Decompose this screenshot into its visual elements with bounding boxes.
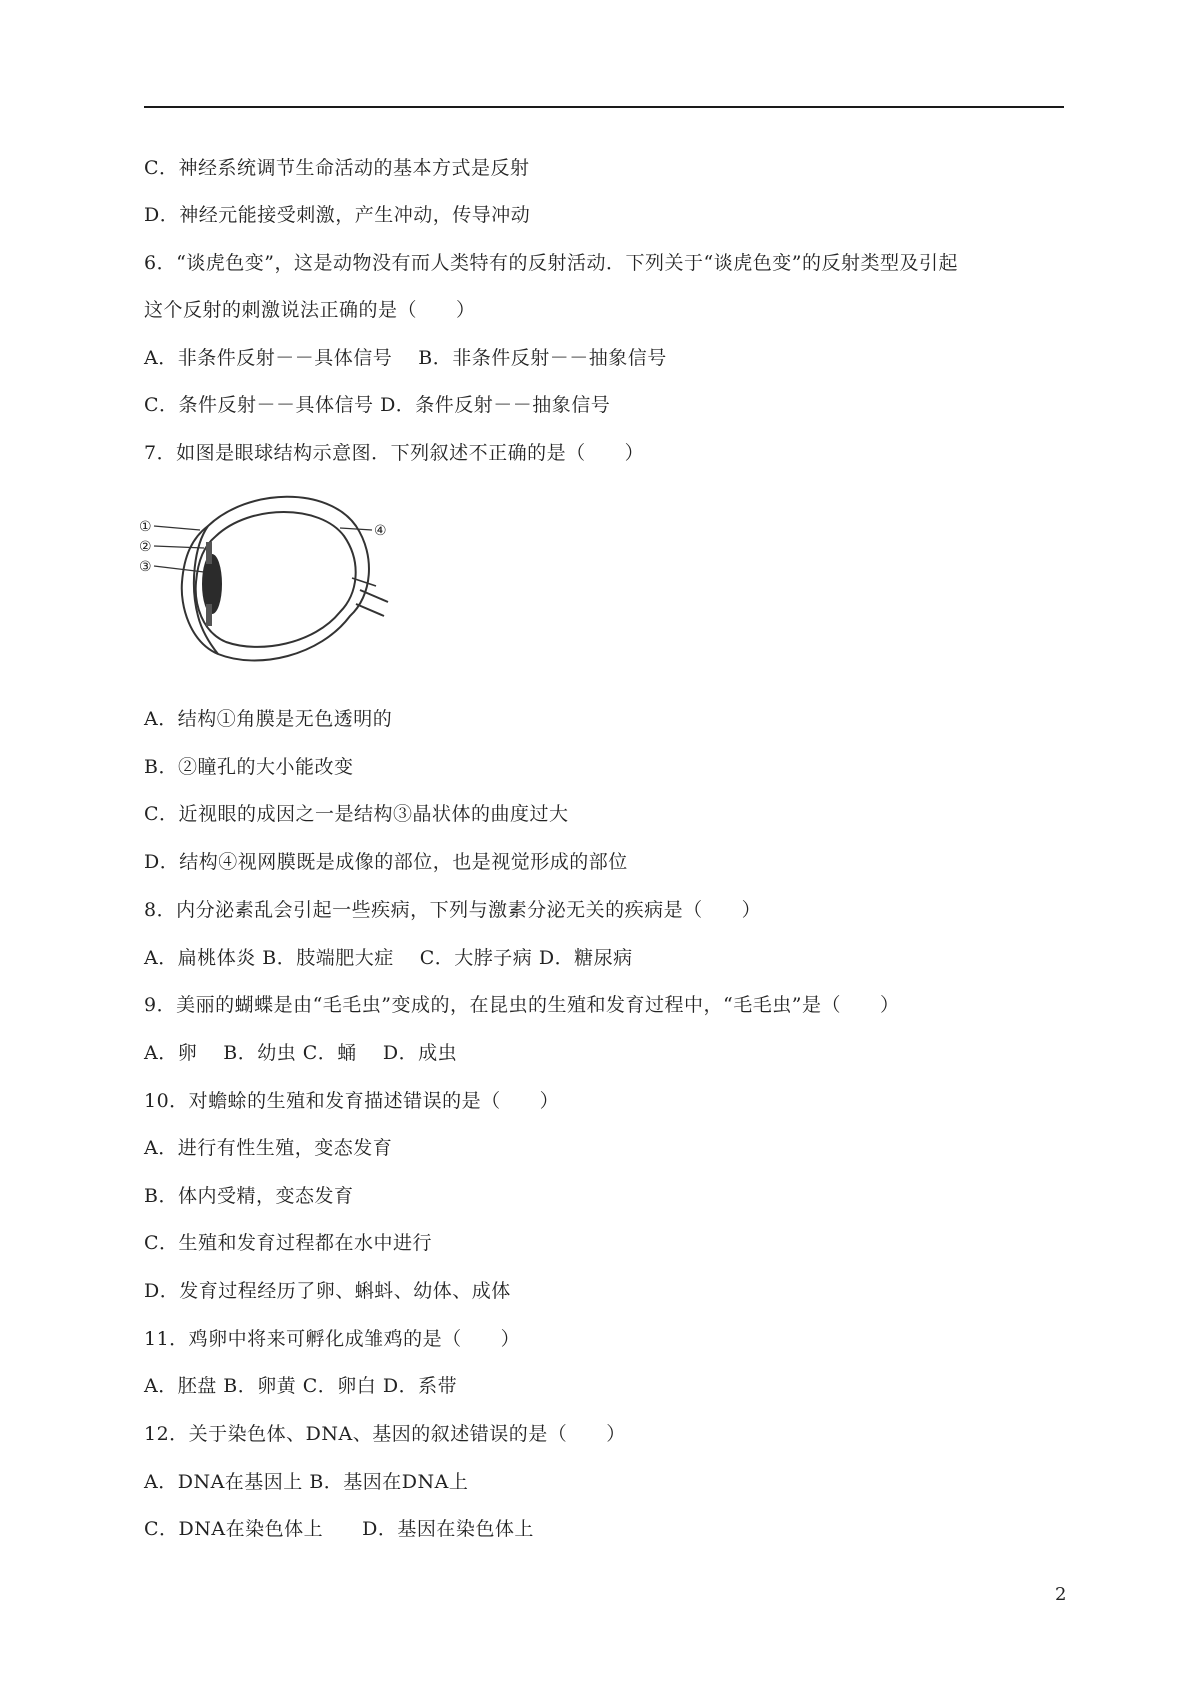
- q12-options-cd: C．DNA在染色体上 D．基因在染色体上: [144, 1518, 534, 1540]
- page-number: 2: [1055, 1584, 1067, 1605]
- q10-option-a: A．进行有性生殖，变态发育: [144, 1137, 393, 1159]
- q6-options-cd: C．条件反射－－具体信号 D．条件反射－－抽象信号: [144, 394, 611, 416]
- q11-options: A．胚盘 B．卵黄 C．卵白 D．系带: [144, 1375, 458, 1397]
- header-rule: [144, 106, 1064, 108]
- q7-option-b: B．②瞳孔的大小能改变: [144, 756, 354, 778]
- eyeball-diagram: [138, 486, 400, 678]
- label-1: ①: [139, 519, 152, 535]
- q10-stem: 10．对蟾蜍的生殖和发育描述错误的是（ ）: [144, 1090, 560, 1112]
- q10-option-c: C．生殖和发育过程都在水中进行: [144, 1232, 433, 1254]
- q9-stem: 9．美丽的蝴蝶是由“毛毛虫”变成的，在昆虫的生殖和发育过程中，“毛毛虫”是（ ）: [144, 994, 900, 1016]
- q7-option-d: D．结构④视网膜既是成像的部位，也是视觉形成的部位: [144, 851, 628, 873]
- q8-options: A．扁桃体炎 B．肢端肥大症 C．大脖子病 D．糖尿病: [144, 947, 633, 969]
- q11-stem: 11．鸡卵中将来可孵化成雏鸡的是（ ）: [144, 1328, 521, 1350]
- q5-option-d: D．神经元能接受刺激，产生冲动，传导冲动: [144, 204, 531, 226]
- q9-options: A．卵 B．幼虫 C．蛹 D．成虫: [144, 1042, 458, 1064]
- label-2: ②: [139, 539, 152, 555]
- q6-options-ab: A．非条件反射－－具体信号 B．非条件反射－－抽象信号: [144, 347, 667, 369]
- q7-option-a: A．结构①角膜是无色透明的: [144, 708, 393, 730]
- q10-option-d: D．发育过程经历了卵、蝌蚪、幼体、成体: [144, 1280, 511, 1302]
- label-3: ③: [139, 559, 152, 575]
- q12-options-ab: A．DNA在基因上 B．基因在DNA上: [144, 1471, 469, 1493]
- q7-option-c: C．近视眼的成因之一是结构③晶状体的曲度过大: [144, 803, 569, 825]
- q5-option-c: C．神经系统调节生命活动的基本方式是反射: [144, 157, 530, 179]
- q6-stem-line2: 这个反射的刺激说法正确的是（ ）: [144, 299, 476, 321]
- label-4: ④: [374, 523, 387, 539]
- q12-stem: 12．关于染色体、DNA、基因的叙述错误的是（ ）: [144, 1423, 626, 1445]
- q10-option-b: B．体内受精，变态发育: [144, 1185, 354, 1207]
- q8-stem: 8．内分泌素乱会引起一些疾病，下列与激素分泌无关的疾病是（ ）: [144, 899, 762, 921]
- q7-stem: 7．如图是眼球结构示意图．下列叙述不正确的是（ ）: [144, 442, 645, 464]
- q6-stem-line1: 6．“谈虎色变”，这是动物没有而人类特有的反射活动．下列关于“谈虎色变”的反射类型及引起: [144, 252, 958, 274]
